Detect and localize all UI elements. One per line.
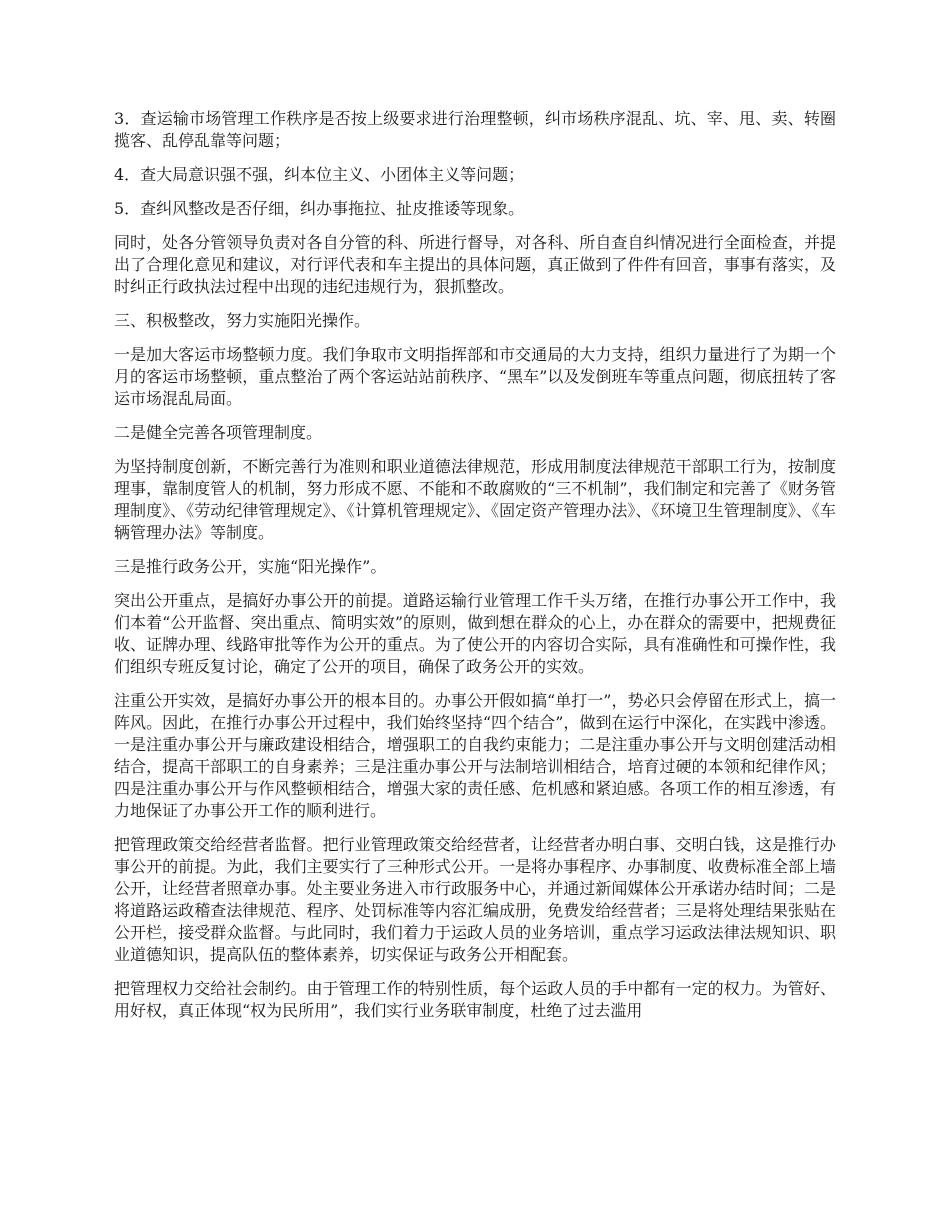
paragraph-passenger-market: 一是加大客运市场整顿力度。我们争取市文明指挥部和市交通局的大力支持，组织力量进行了为期一个月的客运市场整顿，重点整治了两个客运站站前秩序、“黑车”以及发倒班车等重点问题，彻底扭转了客运市场混乱局面。 [114,345,836,408]
paragraph-open-effect: 注重公开实效，是搞好办事公开的根本目的。办事公开假如搞“单打一”，势必只会停留在形式上，搞一阵风。因此，在推行办事公开过程中，我们始终坚持“四个结合”，做到在运行中深化，在实践中渗透。一是注重办事公开与廉政建设相结合，增强职工的自我约束能力；二是注重办事公开与文明创建活动相结合，提高干部职工的自身素养；三是注重办事公开与法制培训相结合，培育过硬的本领和纪律作风；四是注重办事公开与作风整顿相结合，增强大家的责任感、危机感和紧迫感。各项工作的相互渗透，有力地保证了办事公开工作的顺利进行。 [114,691,836,820]
paragraph-power-restriction: 把管理权力交给社会制约。由于管理工作的特别性质，每个运政人员的手中都有一定的权力。为管好、用好权，真正体现“权为民所用”，我们实行业务联审制度，杜绝了过去滥用 [114,979,836,1020]
paragraph-open-focus: 突出公开重点，是搞好办事公开的前提。道路运输行业管理工作千头万绪，在推行办事公开工作中，我们本着“公开监督、突出重点、简明实效”的原则，做到想在群众的心上，办在群众的需要中，把规费征收、证牌办理、线路审批等作为公开的重点。为了使公开的内容切合实际，具有准确性和可操作性，我们组织专班反复讨论，确定了公开的项目，确保了政务公开的实效。 [114,591,836,676]
paragraph-item-3: 3．查运输市场管理工作秩序是否按上级要求进行治理整顿，纠市场秩序混乱、坑、宰、甩、卖、转圈揽客、乱停乱靠等问题； [114,109,836,150]
subheading-open-affairs: 三是推行政务公开，实施“阳光操作”。 [114,557,387,576]
paragraph-item-5: 5．查纠风整改是否仔细，纠办事拖拉、扯皮推诿等现象。 [114,199,525,218]
section-heading-three: 三、积极整改，努力实施阳光操作。 [114,311,371,330]
document-body [114,108,836,1034]
paragraph-system-innovation: 为坚持制度创新，不断完善行为准则和职业道德法律规范，形成用制度法律规范干部职工行为，按制度理事，靠制度管人的机制，努力形成不愿、不能和不敢腐败的“三不机制”，我们制定和完善了《财务管理制度》、《劳动纪律管理规定》、《计算机管理规定》、《固定资产管理办法》、《环境卫生管理制度》、《车辆管理办法》等制度。 [114,457,836,542]
paragraph-supervision: 同时，处各分管领导负责对各自分管的科、所进行督导，对各科、所自查自纠情况进行全面检查，并提出了合理化意见和建议，对行评代表和车主提出的具体问题，真正做到了件件有回音，事事有落实，及时纠正行政执法过程中出现的违纪违规行为，狠抓整改。 [114,233,836,296]
paragraph-policy-supervision: 把管理政策交给经营者监督。把行业管理政策交给经营者，让经营者办明白事、交明白钱，这是推行办事公开的前提。为此，我们主要实行了三种形式公开。一是将办事程序、办事制度、收费标准全部上墙公开，让经营者照章办事。处主要业务进入市行政服务中心，并通过新闻媒体公开承诺办结时间；二是将道路运政稽查法律规范、程序、处罚标准等内容汇编成册，免费发给经营者；三是将处理结果张贴在公开栏，接受群众监督。与此同时，我们着力于运政人员的业务培训，重点学习运政法律法规知识、职业道德知识，提高队伍的整体素养，切实保证与政务公开相配套。 [114,835,836,964]
paragraph-item-4: 4．查大局意识强不强，纠本位主义、小团体主义等问题； [114,165,525,184]
subheading-management-system: 二是健全完善各项管理制度。 [114,423,323,442]
